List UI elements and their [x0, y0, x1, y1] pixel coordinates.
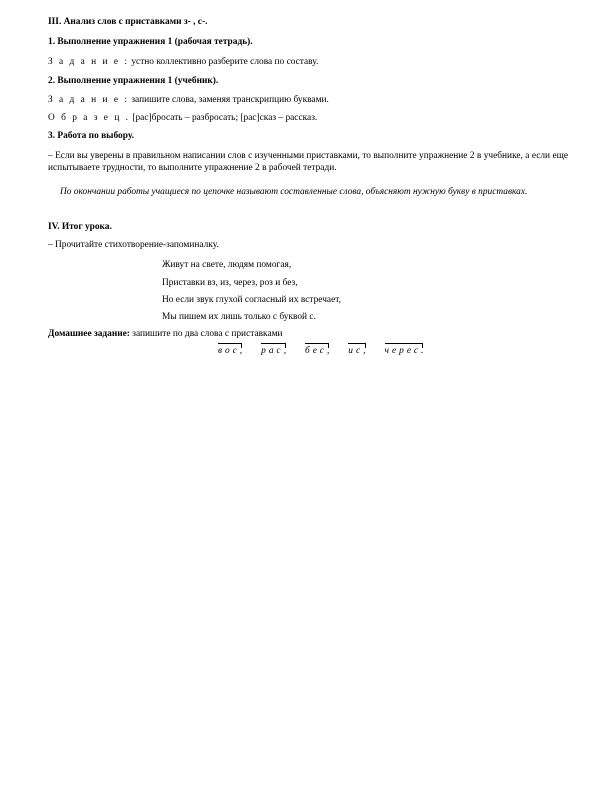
task1-line — [48, 56, 318, 68]
task2-label: З а д а н и е : — [48, 95, 129, 105]
task2-line — [48, 94, 329, 106]
poem-line-1: Живут на свете, людям помогая, — [162, 260, 292, 270]
sample-line — [48, 112, 317, 124]
poem-line-3: Но если звук глухой согласный их встречает, — [162, 295, 341, 305]
choice-title: 3. Работа по выбору. — [48, 131, 134, 141]
prefix-list — [218, 340, 438, 366]
homework-line — [48, 328, 283, 340]
exercise1-title: 1. Выполнение упражнения 1 (рабочая тетрадь). — [48, 37, 253, 47]
sample-text: [рас]бросать – разбросать; [рас]сказ – рассказ. — [132, 113, 318, 123]
choice-text: – Если вы уверены в правильном написании слов с изученными приставками, то выполните упражнение 2 в учебнике, а если еще испытываете трудности, то выполните упражнение 2 в рабочей тетради. — [48, 151, 568, 173]
prefix-item: бес, — [305, 341, 332, 356]
section4-heading: IV. Итог урока. — [48, 222, 112, 232]
poem-line-2 — [162, 277, 298, 289]
section4-intro: – Прочитайте стихотворение-запоминалку. — [48, 240, 219, 250]
task2-text: запишите слова, заменяя транскрипцию буквами. — [131, 95, 329, 105]
prefix-item: вос, — [218, 341, 245, 356]
homework-text: запишите по два слова с приставками — [132, 329, 283, 339]
section3-heading: III. Анализ слов с приставками з- , с-. — [48, 17, 208, 27]
poem-line-2-text: Приставки вз, из, через, роз и без, — [162, 278, 298, 288]
poem-line-4: Мы пишем их лишь только с буквой с. — [162, 312, 316, 322]
sample-label: О б р а з е ц . — [48, 113, 131, 123]
exercise2-title: 2. Выполнение упражнения 1 (учебник). — [48, 76, 219, 86]
task1-label: З а д а н и е : — [48, 57, 129, 67]
prefix-item: ис, — [348, 341, 368, 356]
task1-text: устно коллективно разберите слова по составу. — [131, 57, 319, 67]
prefix-item: рас, — [261, 341, 289, 356]
prefix-item: черес. — [385, 341, 427, 356]
homework-label: Домашнее задание: — [48, 329, 130, 339]
note-text: По окончании работы учащиеся по цепочке называют составленные слова, объясняют нужную букву в приставках. — [60, 187, 528, 197]
